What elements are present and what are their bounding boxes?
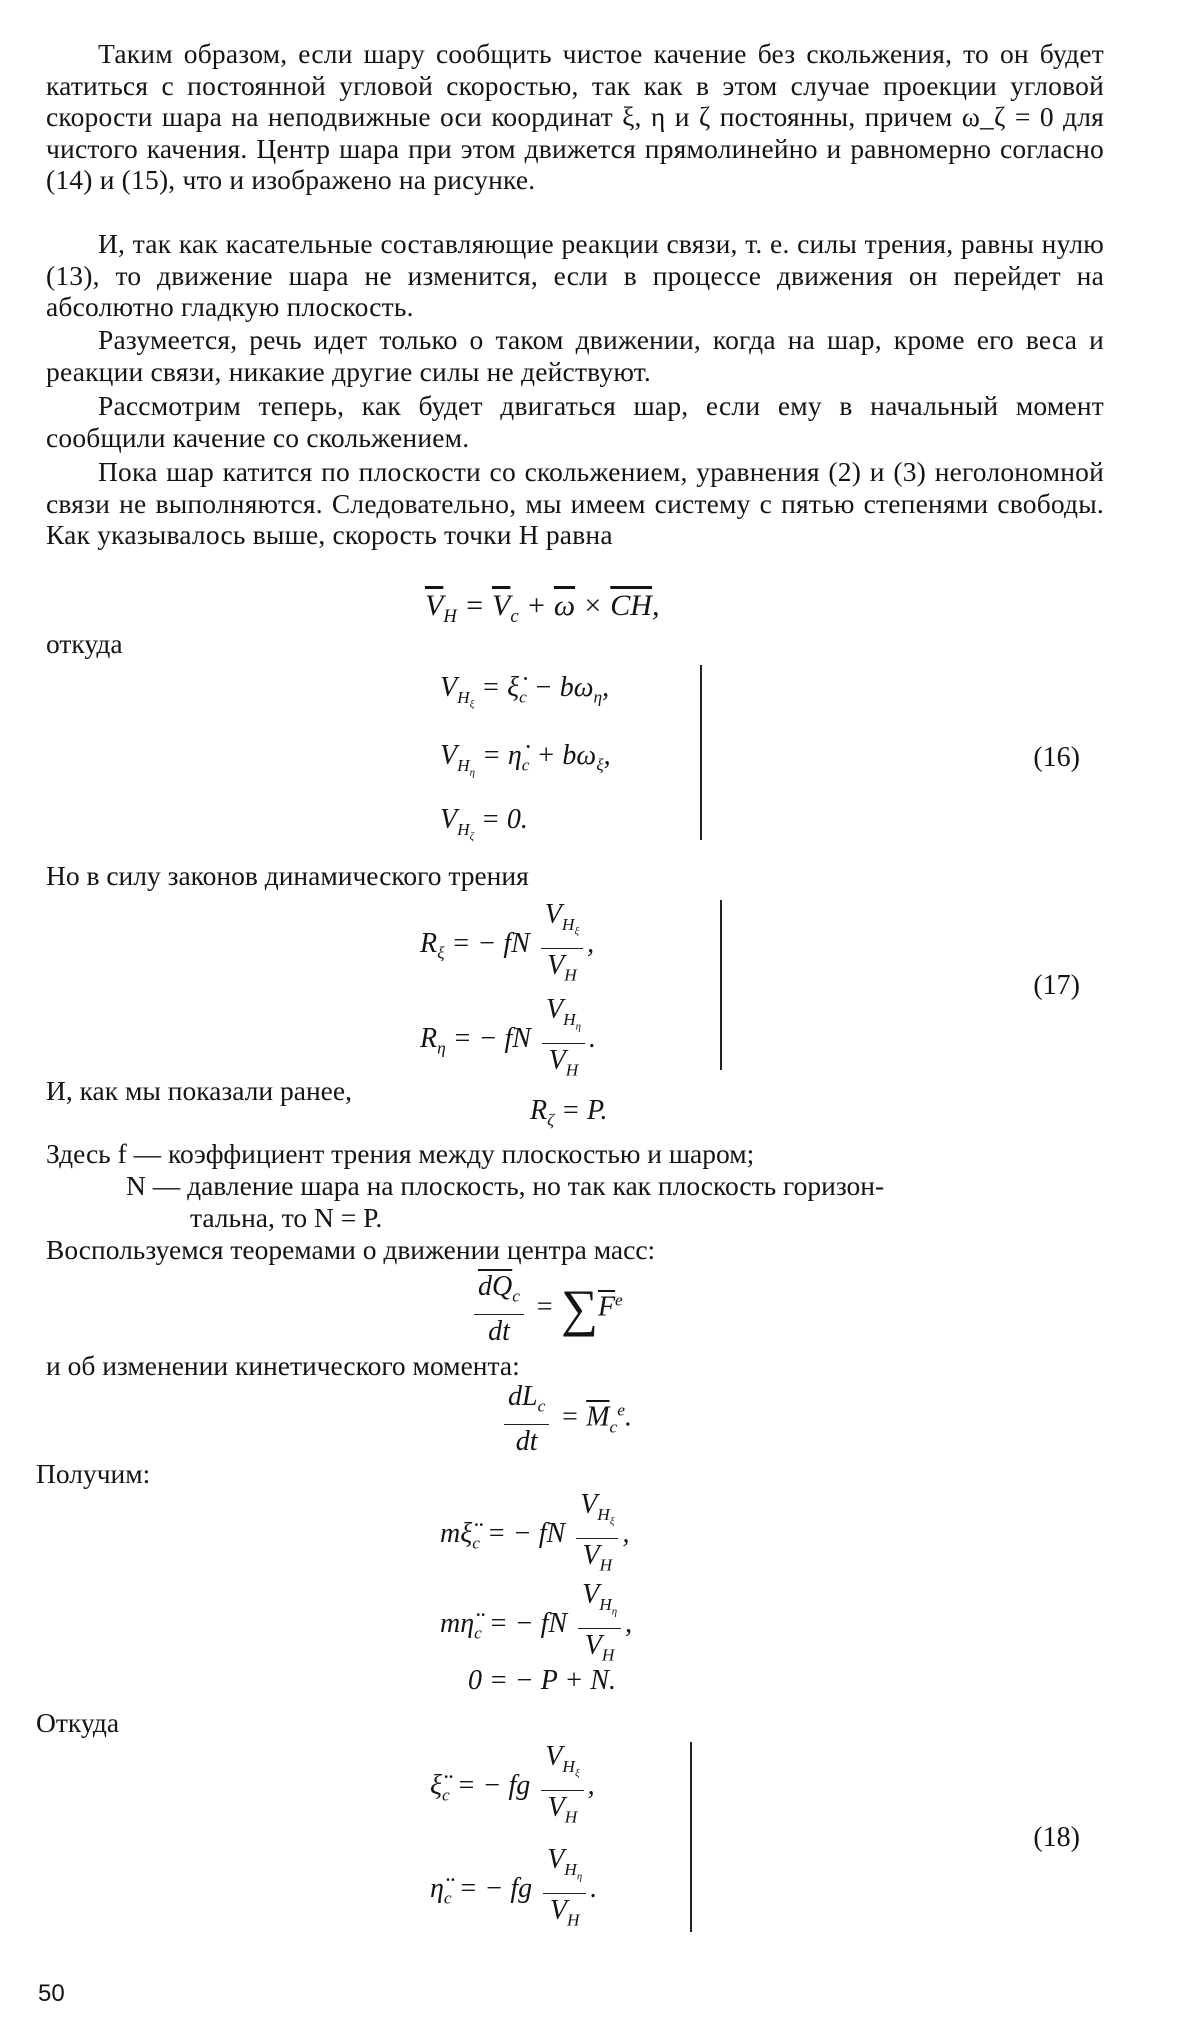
paragraph-1 — [46, 38, 1104, 196]
equation-16-line3: $V_{H_\zeta} = 0$. — [440, 804, 528, 843]
text-where-n-2: тальна, то N = P. — [190, 1202, 383, 1233]
equation-17-line2: $R_\eta$ = − fN $\frac{V_{H_\eta}}{V_H}$ . — [420, 994, 596, 1080]
equation-motion-xi: $m\xï_c$ = − fN $\frac{V_{H_\xi}}{V_H}$ , — [440, 1489, 630, 1575]
text-as-shown: И, как мы показали ранее, — [46, 1075, 352, 1106]
paragraph-4-text: Рассмотрим теперь, как будет двигаться шар, если ему в начальный момент сообщили качение со скольжением. — [46, 390, 1104, 453]
equation-18-line1: $\xï_c$ = − fg $\frac{V_{H_\xi}}{V_H}$ , — [430, 1741, 595, 1827]
equation-16-line1: $V_{H_\xi}$ = $\xi̇_c - b\omega_\eta$, — [440, 672, 610, 711]
equation-normal: 0 = − P + N. — [468, 1665, 616, 1696]
equation-angular-momentum: $\frac{dL_c}{dt}$ = $\overline{M}_c^e$. — [500, 1382, 632, 1457]
text-center-of-mass: Воспользуемся теоремами о движении центра масс: — [46, 1234, 656, 1265]
equation-16-line2: $V_{H_\eta}$ = $\etȧ_c + b\omega_\xi$, — [440, 740, 611, 779]
paragraph-2-text: И, так как касательные составляющие реакции связи, т. е. силы трения, равны нулю (13), то движение шара не изменится, если в процессе движения он перейдет на абсолютно гладкую плоскость. — [46, 228, 1104, 322]
equation-number-18: (18) — [1033, 1822, 1080, 1853]
equation-velocity-h: $\overline{V}_H = \overline{V}_c + \overline{\omega} \times \overline{CH}$, — [425, 589, 660, 627]
equation-number-17: (17) — [1033, 970, 1080, 1001]
paragraph-5-text: Пока шар катится по плоскости со скольжением, уравнения (2) и (3) неголономной связи не выполняются. Следовательно, мы имеем систему с пятью степенями свободы. Как указывалось выше, скорость точки H равна — [46, 456, 1104, 550]
text-whence: Откуда — [36, 1707, 120, 1738]
paragraph-3 — [46, 324, 1104, 387]
paragraph-2 — [46, 228, 1104, 323]
paragraph-1-text: Таким образом, если шару сообщить чистое качение без скольжения, то он будет катиться с постоянной угловой скоростью, так как в этом случае проекции угловой скорости шара на неподвижные оси координат ξ, η и ζ постоянны, причем ω_ζ = 0 для чистого качения. Центр шара при этом движется прямолинейно и равномерно согласно (14) и (15), что и изображено на рисунке. — [46, 38, 1104, 195]
text-where-f: Здесь f — коэффициент трения между плоскостью и шаром; — [46, 1138, 755, 1169]
paragraph-5 — [46, 456, 1104, 551]
brace-16 — [700, 665, 702, 840]
word-otkuda: откуда — [46, 628, 123, 659]
paragraph-3-text: Разумеется, речь идет только о таком движении, когда на шар, кроме его веса и реакции связи, никакие другие силы не действуют. — [46, 324, 1104, 387]
text-dynamic-friction: Но в силу законов динамического трения — [46, 860, 529, 891]
equation-17-line1: $R_\xi$ = − fN $\frac{V_{H_\xi}}{V_H}$ , — [420, 899, 595, 985]
paragraph-4 — [46, 390, 1104, 453]
equation-motion-eta: $m\etä_c$ = − fN $\frac{V_{H_\eta}}{V_H}$ , — [440, 1579, 633, 1665]
equation-18-line2: $\etä_c$ = − fg $\frac{V_{H_\eta}}{V_H}$ . — [430, 1844, 598, 1930]
equation-number-16: (16) — [1033, 742, 1080, 773]
text-where-n-1: N — давление шара на плоскость, но так как плоскость горизон- — [126, 1170, 885, 1201]
equation-momentum: $\frac{\overline{dQ}_c}{dt}$ = $\sum\overline{F}^e$ — [470, 1272, 623, 1347]
page-number: 50 — [38, 1980, 65, 2007]
brace-17 — [720, 900, 722, 1070]
brace-18 — [690, 1742, 692, 1932]
text-kinetic-moment: и об изменении кинетического момента: — [46, 1350, 520, 1381]
text-we-get: Получим: — [36, 1458, 151, 1489]
equation-r-zeta: $R_\zeta = P$. — [530, 1095, 608, 1130]
